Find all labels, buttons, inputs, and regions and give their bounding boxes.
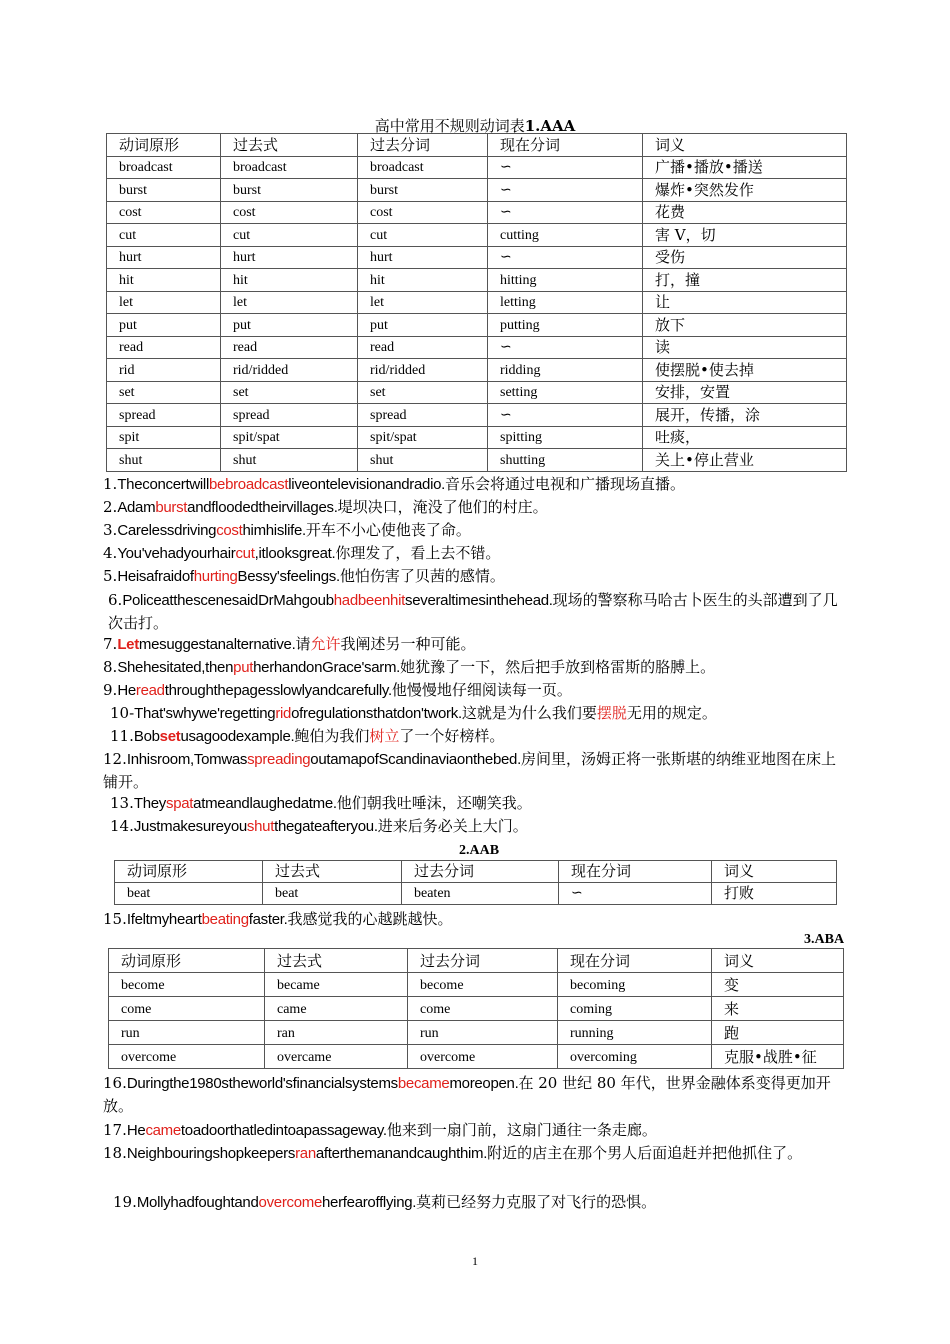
table-row bbox=[109, 1021, 844, 1045]
table-cell: cost bbox=[358, 201, 488, 224]
table-cell: running bbox=[558, 1021, 712, 1045]
table-cell: hurt bbox=[221, 246, 358, 269]
header-cell: 过去分词 bbox=[358, 134, 488, 157]
sentence-english: Justmakesureyou bbox=[133, 818, 247, 835]
example-sentence bbox=[110, 815, 528, 838]
highlighted-verb: set bbox=[159, 728, 181, 745]
highlighted-verb: ran bbox=[295, 1145, 316, 1162]
sentence-chinese: 莫莉已经努力克服了对飞行的恐惧。 bbox=[416, 1193, 657, 1211]
sentence-english: toadoorthatledintoapassageway. bbox=[180, 1122, 387, 1139]
table-cell: 打败 bbox=[712, 883, 837, 905]
sentence-chinese: 她犹豫了一下，然后把手放到格雷斯的胳膊上。 bbox=[400, 658, 716, 676]
page-number: 1 bbox=[472, 1254, 478, 1268]
sentence-english: Heisafraidof bbox=[117, 568, 194, 585]
sentence-number: 4. bbox=[103, 544, 118, 562]
table-cell: set bbox=[358, 381, 488, 404]
table-cell: setting bbox=[488, 381, 643, 404]
table-cell: letting bbox=[488, 291, 643, 314]
table-cell: 害 V，切 bbox=[643, 224, 847, 247]
table-cell: broadcast bbox=[358, 156, 488, 179]
example-sentence bbox=[103, 748, 843, 794]
header-cell: 现在分词 bbox=[488, 134, 643, 157]
sentence-chinese: 音乐会将通过电视和广播现场直播。 bbox=[445, 475, 686, 493]
sentence-chinese: 他们朝我吐唾沫，还嘲笑我。 bbox=[336, 794, 532, 812]
table-cell: 打，撞 bbox=[643, 269, 847, 292]
table-cell: spread bbox=[221, 404, 358, 427]
table-cell: 使摆脱•使去掉 bbox=[643, 359, 847, 382]
example-sentence bbox=[103, 496, 548, 519]
table-cell: 关上•停止营业 bbox=[643, 449, 847, 472]
table-row bbox=[107, 404, 847, 427]
sentence-number: 10- bbox=[110, 704, 135, 722]
example-sentence bbox=[110, 725, 504, 748]
table-cell: rid/ridded bbox=[358, 359, 488, 382]
table-cell: 受伤 bbox=[643, 246, 847, 269]
table-cell: hurt bbox=[358, 246, 488, 269]
header-cell: 过去分词 bbox=[408, 949, 558, 973]
example-sentence bbox=[103, 1119, 657, 1142]
header-cell: 现在分词 bbox=[559, 861, 712, 883]
table-cell: cut bbox=[358, 224, 488, 247]
sentence-english: throughthepagesslowlyandcarefully. bbox=[164, 682, 392, 699]
table-cell: becoming bbox=[558, 973, 712, 997]
header-cell: 过去式 bbox=[221, 134, 358, 157]
table-cell: overcoming bbox=[558, 1045, 712, 1069]
table-cell: cut bbox=[221, 224, 358, 247]
sentence-english: He bbox=[126, 1122, 146, 1139]
table-cell: set bbox=[107, 381, 221, 404]
sentence-number: 13. bbox=[110, 794, 134, 812]
sentence-number: 1. bbox=[103, 475, 118, 493]
table-cell: burst bbox=[358, 179, 488, 202]
table-cell: ∽ bbox=[488, 179, 643, 202]
sentence-number: 6. bbox=[108, 591, 123, 609]
table-cell: cut bbox=[107, 224, 221, 247]
table-cell: read bbox=[358, 336, 488, 359]
table-cell: 放下 bbox=[643, 314, 847, 337]
sentence-english: faster. bbox=[248, 911, 288, 928]
highlighted-verb: read bbox=[135, 682, 165, 699]
sentence-english: Bob bbox=[133, 728, 160, 745]
sentence-number: 14. bbox=[110, 817, 134, 835]
sentence-english: afterthemanandcaughthim. bbox=[315, 1145, 488, 1162]
table-cell: cost bbox=[107, 201, 221, 224]
sentence-chinese: 他怕伤害了贝茜的感情。 bbox=[339, 567, 505, 585]
sentence-chinese: 鲍伯为我们 bbox=[294, 727, 370, 745]
sentence-number: 3. bbox=[103, 521, 118, 539]
header-cell: 动词原形 bbox=[115, 861, 263, 883]
sentence-chinese: 在 20 世纪 80 年代，世界金融体系变得更加开放。 bbox=[103, 1074, 831, 1115]
highlighted-verb: spat bbox=[166, 795, 194, 812]
table-cell: put bbox=[221, 314, 358, 337]
highlighted-verb: burst bbox=[155, 499, 188, 516]
header-cell: 过去式 bbox=[265, 949, 408, 973]
table-row bbox=[107, 156, 847, 179]
example-sentence bbox=[103, 656, 715, 679]
example-sentence bbox=[103, 473, 685, 496]
highlighted-verb: shut bbox=[246, 818, 275, 835]
table-header-row bbox=[109, 949, 844, 973]
sentence-english: usagoodexample. bbox=[180, 728, 295, 745]
table-row bbox=[107, 179, 847, 202]
table-cell: ∽ bbox=[488, 336, 643, 359]
table-cell: coming bbox=[558, 997, 712, 1021]
table-cell: 吐痰， bbox=[643, 426, 847, 449]
table-cell: hit bbox=[358, 269, 488, 292]
sentence-english: herfearofflying. bbox=[322, 1194, 417, 1211]
table-cell: burst bbox=[107, 179, 221, 202]
sentence-chinese: 房间里，汤姆正将一张斯堪的纳维亚地图在床上铺开。 bbox=[103, 750, 836, 791]
sentence-number: 15. bbox=[103, 910, 127, 928]
sentence-english: ofregulationsthatdon'twork. bbox=[291, 705, 462, 722]
table-cell: read bbox=[221, 336, 358, 359]
table-cell: let bbox=[221, 291, 358, 314]
table-cell: run bbox=[109, 1021, 265, 1045]
table-cell: run bbox=[408, 1021, 558, 1045]
table-cell: cutting bbox=[488, 224, 643, 247]
table-cell: hit bbox=[107, 269, 221, 292]
table-cell: broadcast bbox=[107, 156, 221, 179]
example-sentence bbox=[103, 565, 505, 588]
table-row bbox=[107, 291, 847, 314]
sentence-chinese: 了一个好榜样。 bbox=[399, 727, 505, 745]
sentence-chinese: 进来后务必关上大门。 bbox=[377, 817, 528, 835]
sentence-english: severaltimesinthehead. bbox=[405, 592, 553, 609]
highlighted-verb: beating bbox=[201, 911, 249, 928]
table-cell: 展开，传播，涂 bbox=[643, 404, 847, 427]
sentence-english: outamapofScandinaviaonthebed. bbox=[310, 751, 521, 768]
sentence-number: 9. bbox=[103, 681, 118, 699]
sentence-english: atmeandlaughedatme. bbox=[193, 795, 337, 812]
table-row bbox=[107, 449, 847, 472]
header-cell: 词义 bbox=[712, 861, 837, 883]
highlighted-verb: Let bbox=[117, 636, 139, 653]
header-cell: 动词原形 bbox=[107, 134, 221, 157]
table-cell: rid/ridded bbox=[221, 359, 358, 382]
sentence-english: They bbox=[133, 795, 167, 812]
table-cell: become bbox=[408, 973, 558, 997]
highlighted-verb: came bbox=[145, 1122, 181, 1139]
sentence-english: Ifeltmyheart bbox=[126, 911, 202, 928]
table-cell: shut bbox=[221, 449, 358, 472]
table-cell: beat bbox=[263, 883, 402, 905]
table-cell: broadcast bbox=[221, 156, 358, 179]
highlighted-verb: overcome bbox=[258, 1194, 322, 1211]
sentence-english: liveontelevisionandradio. bbox=[288, 476, 446, 493]
table-cell: spread bbox=[107, 404, 221, 427]
table-cell: 变 bbox=[712, 973, 844, 997]
table-cell: beat bbox=[115, 883, 263, 905]
table-cell: spit/spat bbox=[221, 426, 358, 449]
table-cell: read bbox=[107, 336, 221, 359]
sentence-number: 2. bbox=[103, 498, 118, 516]
table-cell: ∽ bbox=[488, 404, 643, 427]
sentence-number: 5. bbox=[103, 567, 118, 585]
table-cell: 爆炸•突然发作 bbox=[643, 179, 847, 202]
header-cell: 现在分词 bbox=[558, 949, 712, 973]
section-aba-title: 3.ABA bbox=[804, 932, 845, 947]
table-cell: hurt bbox=[107, 246, 221, 269]
table-row bbox=[107, 381, 847, 404]
table-row bbox=[107, 201, 847, 224]
table-row bbox=[115, 883, 837, 905]
example-sentence bbox=[103, 542, 500, 565]
example-sentence bbox=[103, 908, 453, 931]
table-row bbox=[107, 246, 847, 269]
highlighted-verb: spreading bbox=[247, 751, 311, 768]
highlighted-verb: cut bbox=[235, 545, 255, 562]
highlighted-verb: hurting bbox=[193, 568, 238, 585]
highlighted-verb: hadbeenhit bbox=[333, 592, 405, 609]
sentence-english: moreopen. bbox=[449, 1075, 519, 1092]
sentence-number: 8. bbox=[103, 658, 118, 676]
sentence-english: Theconcertwill bbox=[117, 476, 209, 493]
sentence-chinese: 无用的规定。 bbox=[626, 704, 717, 722]
table-cell: 让 bbox=[643, 291, 847, 314]
highlighted-verb: bebroadcast bbox=[208, 476, 289, 493]
table-cell: ∽ bbox=[488, 246, 643, 269]
table-cell: beaten bbox=[402, 883, 559, 905]
table-cell: 来 bbox=[712, 997, 844, 1021]
table-cell: 广播•播放•播送 bbox=[643, 156, 847, 179]
example-sentence bbox=[103, 679, 572, 702]
table-cell: overcome bbox=[408, 1045, 558, 1069]
sentence-number: 17. bbox=[103, 1121, 127, 1139]
sentence-english: thegateafteryou. bbox=[274, 818, 378, 835]
sentence-english: Shehesitated,then bbox=[117, 659, 234, 676]
sentence-number: 11. bbox=[110, 727, 134, 745]
table-cell: set bbox=[221, 381, 358, 404]
header-cell: 词义 bbox=[712, 949, 844, 973]
table-cell: hitting bbox=[488, 269, 643, 292]
table-cell: 花费 bbox=[643, 201, 847, 224]
table-cell: ridding bbox=[488, 359, 643, 382]
table-row bbox=[107, 359, 847, 382]
table-cell: shut bbox=[107, 449, 221, 472]
table-cell: become bbox=[109, 973, 265, 997]
table-cell: come bbox=[109, 997, 265, 1021]
highlighted-chinese: 允许 bbox=[310, 635, 341, 653]
example-sentence bbox=[103, 1072, 848, 1118]
sentence-english: mesuggestanalternative. bbox=[138, 636, 296, 653]
table-cell: spit bbox=[107, 426, 221, 449]
table-cell: put bbox=[358, 314, 488, 337]
sentence-number: 18. bbox=[103, 1144, 127, 1162]
header-cell: 动词原形 bbox=[109, 949, 265, 973]
example-sentence bbox=[108, 589, 848, 635]
table-cell: hit bbox=[221, 269, 358, 292]
sentence-chinese: 附近的店主在那个男人后面追赶并把他抓住了。 bbox=[487, 1144, 803, 1162]
sentence-english: Duringthe1980stheworld'sfinancialsystems bbox=[126, 1075, 398, 1092]
highlighted-verb: rid bbox=[275, 705, 292, 722]
sentence-chinese: 现场的警察称马哈古卜医生的头部遭到了几次击打。 bbox=[108, 591, 838, 632]
table-cell: ran bbox=[265, 1021, 408, 1045]
sentence-english: Bessy'sfeelings. bbox=[237, 568, 340, 585]
table-cell: ∽ bbox=[488, 201, 643, 224]
table-header-row bbox=[115, 861, 837, 883]
table-cell: 安排，安置 bbox=[643, 381, 847, 404]
table-cell: shutting bbox=[488, 449, 643, 472]
header-cell: 过去分词 bbox=[402, 861, 559, 883]
table-cell: spit/spat bbox=[358, 426, 488, 449]
table-cell: put bbox=[107, 314, 221, 337]
table-cell: 读 bbox=[643, 336, 847, 359]
example-sentence bbox=[113, 1191, 656, 1214]
aab-verb-table bbox=[114, 860, 837, 905]
table-row bbox=[107, 269, 847, 292]
page-title: 高中常用不规则动词表1.AAA bbox=[374, 117, 576, 135]
highlighted-verb: cost bbox=[216, 522, 243, 539]
table-row bbox=[107, 314, 847, 337]
sentence-number: 19. bbox=[113, 1193, 137, 1211]
sentence-chinese: 他慢慢地仔细阅读每一页。 bbox=[391, 681, 572, 699]
sentence-chinese: 堤坝决口，淹没了他们的村庄。 bbox=[337, 498, 548, 516]
highlighted-verb: put bbox=[233, 659, 254, 676]
aba-verb-table bbox=[108, 948, 844, 1069]
table-cell: putting bbox=[488, 314, 643, 337]
table-row bbox=[109, 973, 844, 997]
table-row bbox=[107, 426, 847, 449]
table-cell: overcame bbox=[265, 1045, 408, 1069]
sentence-english: andfloodedtheirvillages. bbox=[187, 499, 338, 516]
example-sentence bbox=[103, 519, 471, 542]
sentence-english: You'vehadyourhair bbox=[117, 545, 236, 562]
sentence-number: 7. bbox=[103, 635, 118, 653]
highlighted-chinese: 树立 bbox=[369, 727, 400, 745]
sentence-chinese: 这就是为什么我们要 bbox=[461, 704, 597, 722]
table-cell: cost bbox=[221, 201, 358, 224]
sentence-english: Carelessdriving bbox=[117, 522, 217, 539]
table-cell: spread bbox=[358, 404, 488, 427]
sentence-number: 16. bbox=[103, 1074, 127, 1092]
example-sentence bbox=[110, 792, 532, 815]
table-cell: came bbox=[265, 997, 408, 1021]
table-row bbox=[107, 224, 847, 247]
table-header-row bbox=[107, 134, 847, 157]
table-cell: ∽ bbox=[559, 883, 712, 905]
table-row bbox=[109, 1045, 844, 1069]
highlighted-chinese: 摆脱 bbox=[596, 704, 627, 722]
sentence-english: Inhisroom,Tomwas bbox=[126, 751, 248, 768]
sentence-english: himhislife. bbox=[242, 522, 306, 539]
table-cell: rid bbox=[107, 359, 221, 382]
sentence-chinese: 我阐述另一种可能。 bbox=[340, 635, 476, 653]
example-sentence bbox=[103, 1142, 848, 1165]
sentence-english: Neighbouringshopkeepers bbox=[126, 1145, 296, 1162]
sentence-english: herhandonGrace'sarm. bbox=[253, 659, 401, 676]
header-cell: 过去式 bbox=[263, 861, 402, 883]
table-cell: let bbox=[107, 291, 221, 314]
table-cell: 克服•战胜•征 bbox=[712, 1045, 844, 1069]
table-row bbox=[107, 336, 847, 359]
sentence-english: Adam bbox=[117, 499, 156, 516]
sentence-english: PoliceatthescenesaidDrMahgoub bbox=[122, 592, 334, 609]
sentence-chinese: 请 bbox=[295, 635, 311, 653]
highlighted-verb: became bbox=[397, 1075, 450, 1092]
table-cell: 跑 bbox=[712, 1021, 844, 1045]
sentence-chinese: 你理发了，看上去不错。 bbox=[335, 544, 501, 562]
table-cell: overcome bbox=[109, 1045, 265, 1069]
example-sentence bbox=[110, 702, 717, 725]
table-cell: come bbox=[408, 997, 558, 1021]
table-cell: shut bbox=[358, 449, 488, 472]
example-sentence bbox=[103, 633, 476, 656]
aaa-verb-table bbox=[106, 133, 847, 472]
sentence-english: ,itlooksgreat. bbox=[254, 545, 336, 562]
table-cell: burst bbox=[221, 179, 358, 202]
sentence-chinese: 他来到一扇门前，这扇门通往一条走廊。 bbox=[386, 1121, 657, 1139]
table-cell: ∽ bbox=[488, 156, 643, 179]
sentence-english: That'swhywe'regetting bbox=[134, 705, 276, 722]
header-cell: 词义 bbox=[643, 134, 847, 157]
sentence-english: He bbox=[117, 682, 136, 699]
sentence-chinese: 开车不小心使他丧了命。 bbox=[305, 521, 471, 539]
sentence-english: Mollyhadfoughtand bbox=[136, 1194, 259, 1211]
table-cell: let bbox=[358, 291, 488, 314]
sentence-chinese: 我感觉我的心越跳越快。 bbox=[287, 910, 453, 928]
table-cell: became bbox=[265, 973, 408, 997]
sentence-number: 12. bbox=[103, 750, 127, 768]
section-aab-title: 2.AAB bbox=[459, 843, 500, 858]
table-cell: spitting bbox=[488, 426, 643, 449]
table-row bbox=[109, 997, 844, 1021]
